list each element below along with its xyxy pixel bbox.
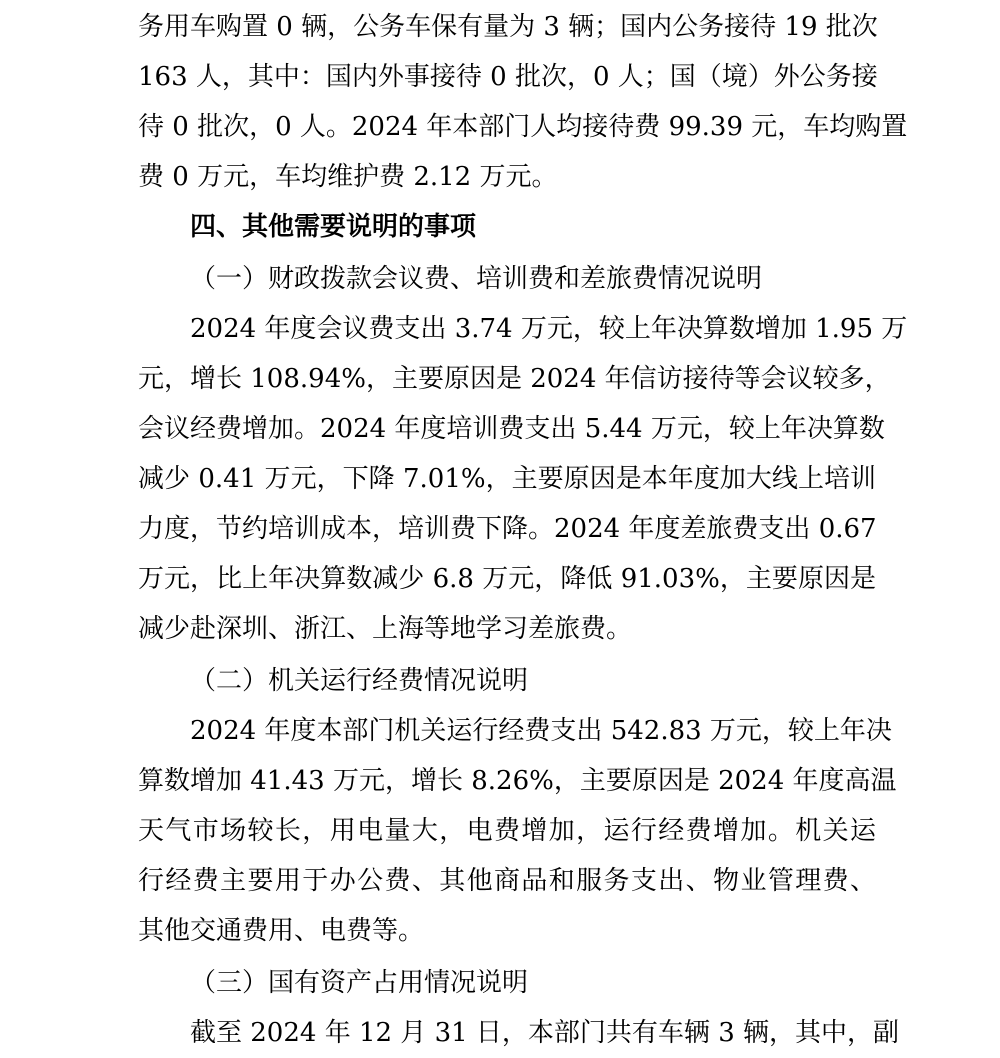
subsection-title: （一）财政拨款会议费、培训费和差旅费情况说明 [190,264,763,294]
text-line: 减少 0.41 万元，下降 7.01%，主要原因是本年度加大线上培训 [138,464,876,494]
text-line: 待 0 批次，0 人。2024 年本部门人均接待费 99.39 元，车均购置 [138,112,908,142]
text-line: 其他交通费用、电费等。 [138,916,425,946]
subsection-title: （二）机关运行经费情况说明 [190,666,529,696]
text-line: 会议经费增加。2024 年度培训费支出 5.44 万元，较上年决算数 [138,414,885,444]
text-line: 截至 2024 年 12 月 31 日，本部门共有车辆 3 辆，其中，副 [190,1018,899,1048]
section-heading: 四、其他需要说明的事项 [190,212,477,242]
text-line: 163 人，其中：国内外事接待 0 批次，0 人；国（境）外公务接 [138,62,878,92]
text-line: 天气市场较长，用电量大，电费增加，运行经费增加。机关运 [138,816,876,846]
text-line: 2024 年度本部门机关运行经费支出 542.83 万元，较上年决 [190,716,892,746]
text-line: 行经费主要用于办公费、其他商品和服务支出、物业管理费、 [138,866,876,896]
text-line: 2024 年度会议费支出 3.74 万元，较上年决算数增加 1.95 万 [190,314,908,344]
subsection-title: （三）国有资产占用情况说明 [190,968,529,998]
text-line: 元，增长 108.94%，主要原因是 2024 年信访接待等会议较多， [138,364,891,394]
text-line: 费 0 万元，车均维护费 2.12 万元。 [138,162,558,192]
text-line: 算数增加 41.43 万元，增长 8.26%，主要原因是 2024 年度高温 [138,766,897,796]
text-line: 务用车购置 0 辆，公务车保有量为 3 辆；国内公务接待 19 批次 [138,12,878,42]
text-line: 力度，节约培训成本，培训费下降。2024 年度差旅费支出 0.67 [138,514,877,544]
text-line: 减少赴深圳、浙江、上海等地学习差旅费。 [138,614,633,644]
text-line: 万元，比上年决算数减少 6.8 万元，降低 91.03%，主要原因是 [138,564,876,594]
